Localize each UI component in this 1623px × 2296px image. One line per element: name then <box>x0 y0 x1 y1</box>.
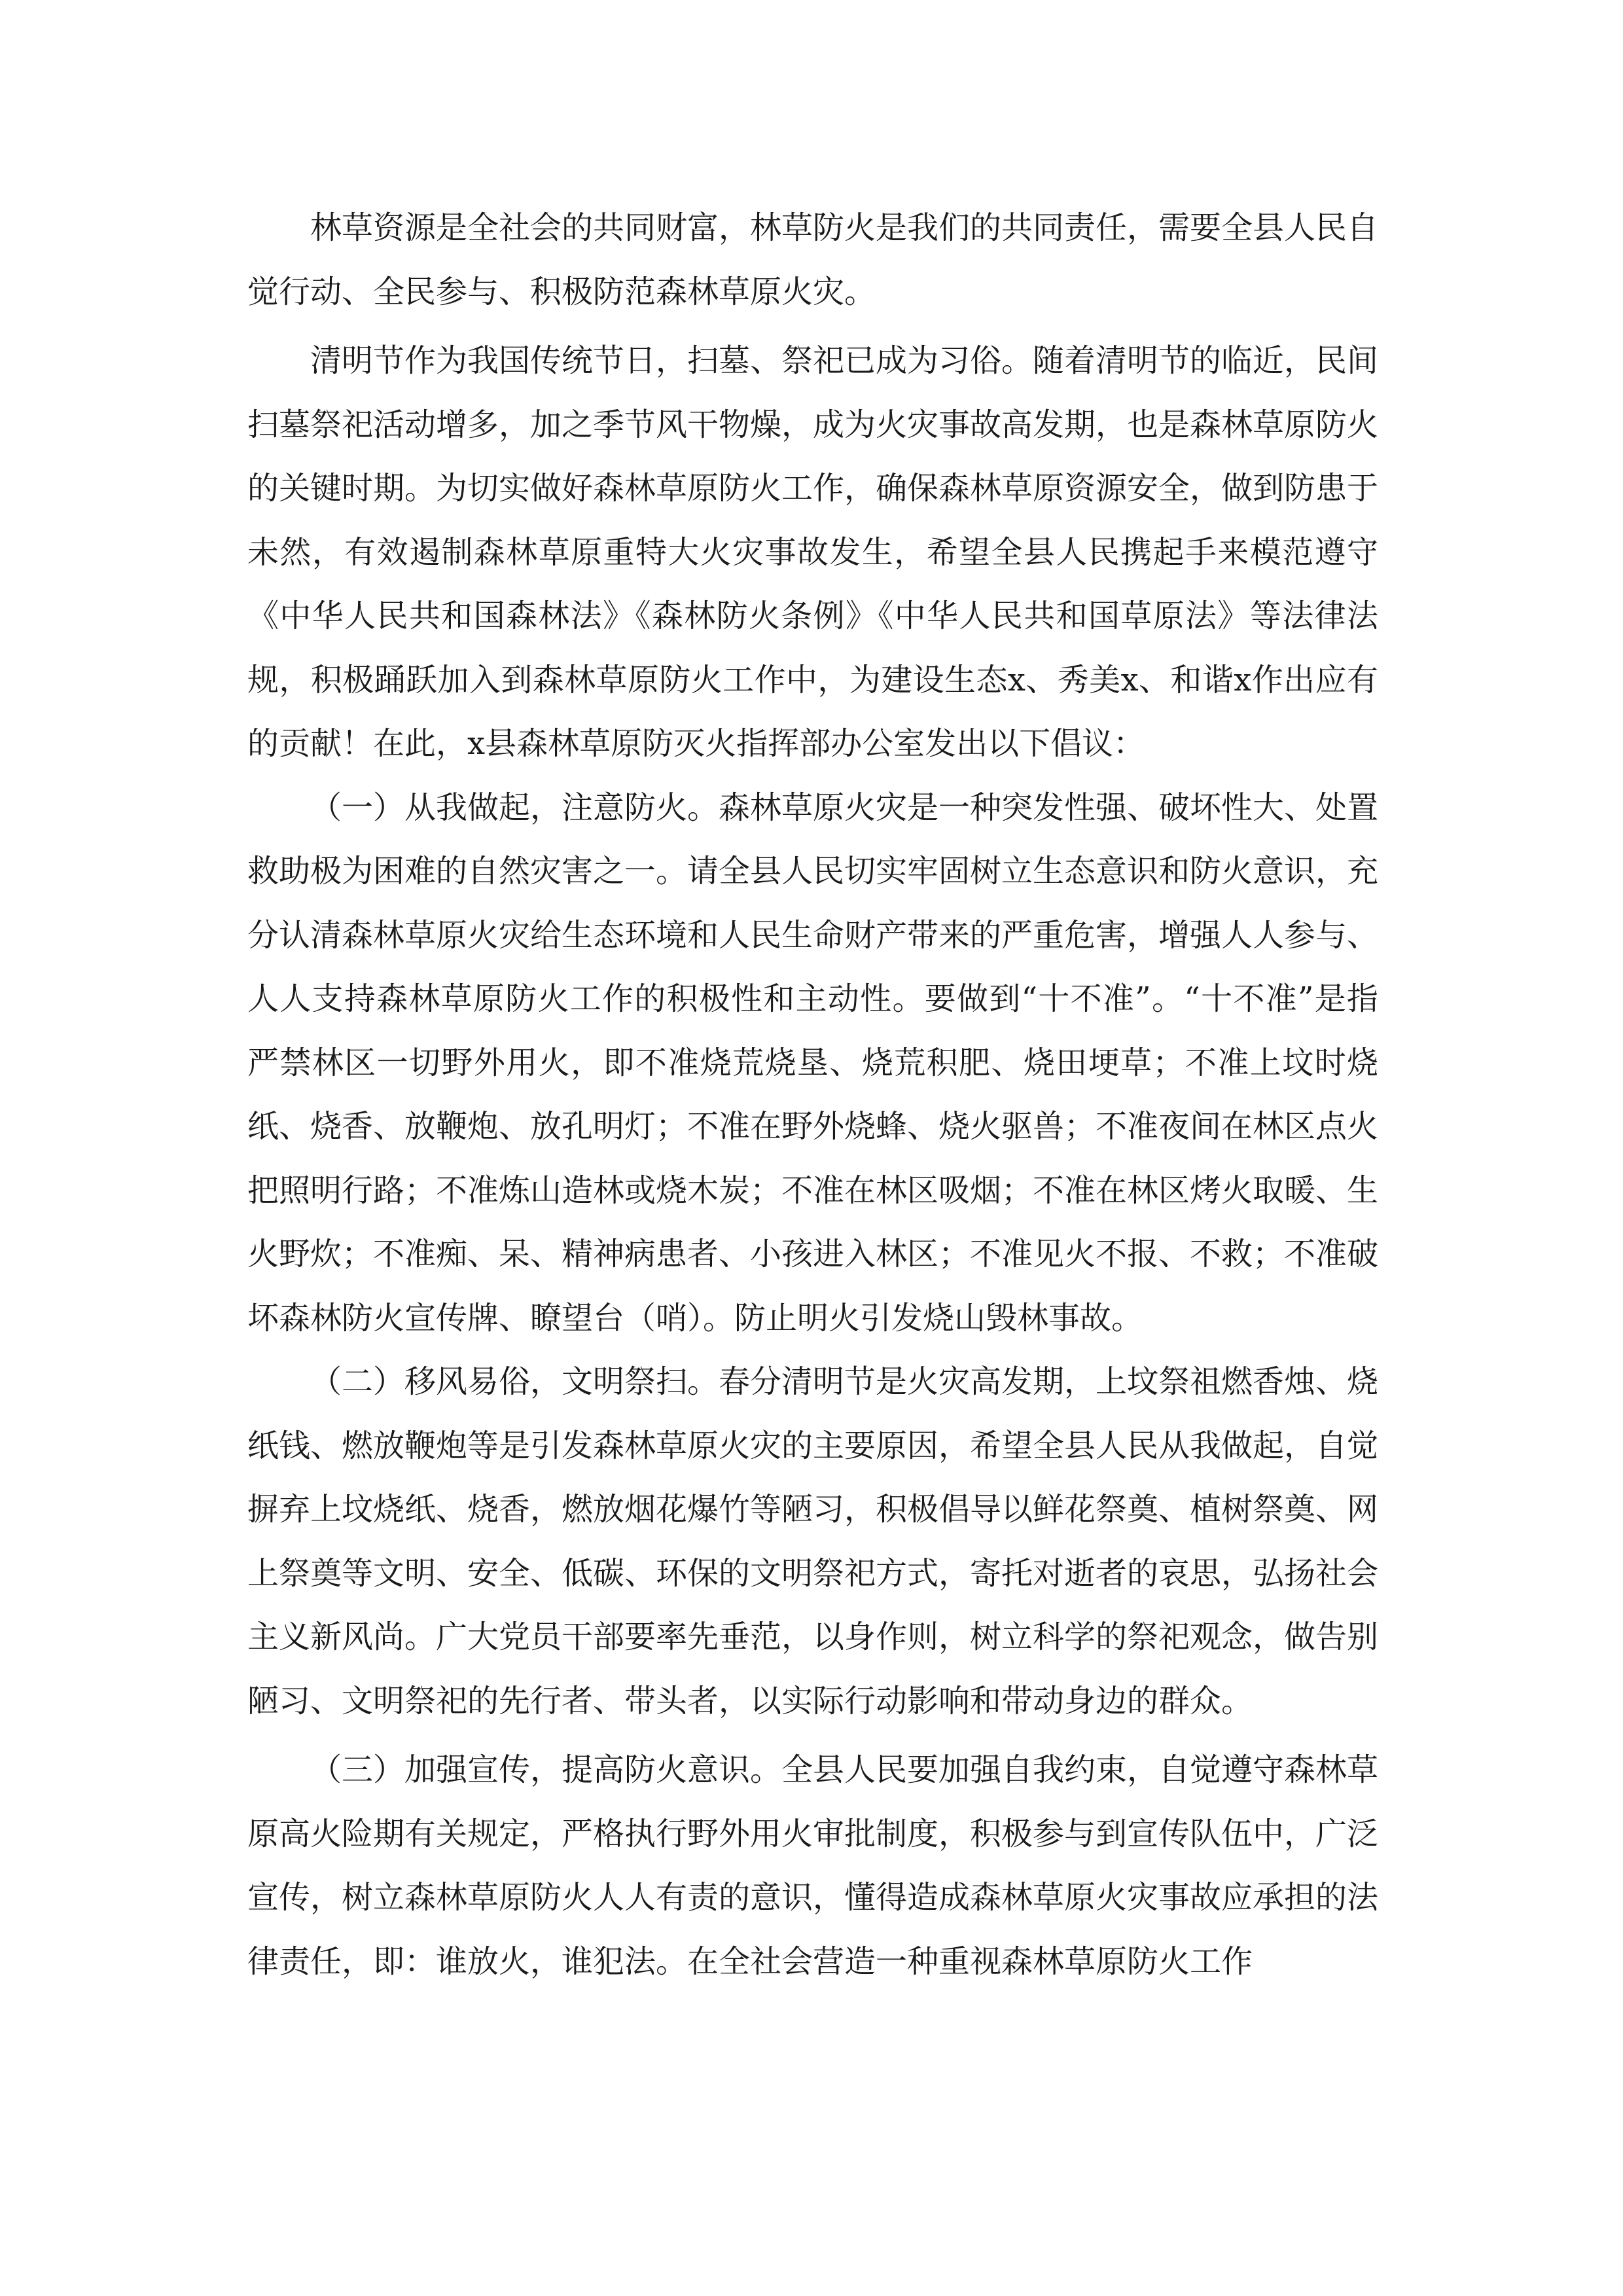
paragraph-qingming: 清明节作为我国传统节日，扫墓、祭祀已成为习俗。随着清明节的临近，民间扫墓祭祀活动增多，加之季节风干物燥，成为火灾事故高发期，也是森林草原防火的关键时期。为切实做好森林草原防火工作，确保森林草原资源安全，做到防患于未然，有效遏制森林草原重特大火灾事故发生，希望全县人民携起手来模范遵守《中华人民共和国森林法》《森林防火条例》《中华人民共和国草原法》等法律法规，积极踊跃加入到森林草原防火工作中，为建设生态x、秀美x、和谐x作出应有的贡献！在此，x县森林草原防灭火指挥部办公室发出以下倡议： <box>247 342 1379 762</box>
paragraph-intro: 林草资源是全社会的共同财富，林草防火是我们的共同责任，需要全县人民自觉行动、全民参与、积极防范森林草原火灾。 <box>247 209 1379 310</box>
document-body <box>247 196 1378 1994</box>
paragraph-item-2: （二）移风易俗，文明祭扫。春分清明节是火灾高发期，上坟祭祖燃香烛、烧纸钱、燃放鞭炮等是引发森林草原火灾的主要原因，希望全县人民从我做起，自觉摒弃上坟烧纸、烧香，燃放烟花爆竹等陋习，积极倡导以鲜花祭奠、植树祭奠、网上祭奠等文明、安全、低碳、环保的文明祭祀方式，寄托对逝者的哀思，弘扬社会主义新风尚。广大党员干部要率先垂范，以身作则，树立科学的祭祀观念，做告别陋习、文明祭祀的先行者、带头者，以实际行动影响和带动身边的群众。 <box>247 1363 1379 1719</box>
paragraph-item-1: （一）从我做起，注意防火。森林草原火灾是一种突发性强、破坏性大、处置救助极为困难的自然灾害之一。请全县人民切实牢固树立生态意识和防火意识，充分认清森林草原火灾给生态环境和人民生命财产带来的严重危害，增强人人参与、人人支持森林草原防火工作的积极性和主动性。要做到“十不准”。“十不准”是指严禁林区一切野外用火，即不准烧荒烧垦、烧荒积肥、烧田埂草；不准上坟时烧纸、烧香、放鞭炮、放孔明灯；不准在野外烧蜂、烧火驱兽；不准夜间在林区点火把照明行路；不准炼山造林或烧木炭；不准在林区吸烟；不准在林区烤火取暖、生火野炊；不准痴、呆、精神病患者、小孩进入林区；不准见火不报、不救；不准破坏森林防火宣传牌、瞭望台（哨）。防止明火引发烧山毁林事故。 <box>247 789 1379 1336</box>
paragraph-item-3: （三）加强宣传，提高防火意识。全县人民要加强自我约束，自觉遵守森林草原高火险期有关规定，严格执行野外用火审批制度，积极参与到宣传队伍中，广泛宣传，树立森林草原防火人人有责的意识，懂得造成森林草原火灾事故应承担的法律责任，即：谁放火，谁犯法。在全社会营造一种重视森林草原防火工作 <box>247 1751 1379 1980</box>
